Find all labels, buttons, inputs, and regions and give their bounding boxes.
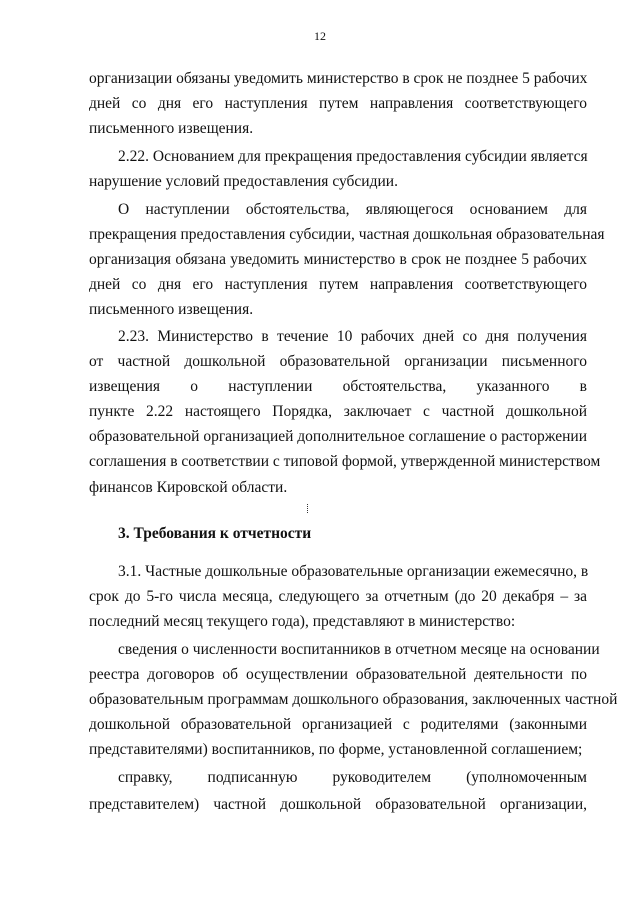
text-line: 3.1. Частные дошкольные образовательные организации ежемесячно, в — [118, 563, 589, 580]
text-line: представителем) частной дошкольной образовательной организации, — [89, 796, 587, 813]
text-line: организации обязаны уведомить министерство в срок не позднее 5 рабочих — [89, 70, 588, 87]
text-line: сведения о численности воспитанников в отчетном месяце на основании — [118, 641, 600, 658]
text-line: прекращения предоставления субсидии, частная дошкольная образовательная — [89, 226, 605, 243]
section-heading: 3. Требования к отчетности — [118, 525, 312, 542]
text-line: извещения о наступлении обстоятельства, указанного в — [89, 378, 587, 395]
text-line: от частной дошкольной образовательной организации письменного — [89, 353, 587, 370]
text-line: последний месяц текущего года), представляют в министерство: — [89, 613, 516, 630]
text-line: дошкольной образовательной организацией с родителями (законными — [89, 716, 587, 733]
text-line: нарушение условий предоставления субсидии. — [89, 173, 398, 190]
text-line: срок до 5-го числа месяца, следующего за отчетным (до 20 декабря – за — [89, 588, 587, 605]
text-line: представителями) воспитанников, по форме, установленной соглашением; — [89, 741, 583, 758]
text-line: письменного извещения. — [89, 301, 254, 318]
text-line: образовательной организацией дополнительное соглашение о расторжении — [89, 428, 587, 445]
text-line: справку, подписанную руководителем (уполномоченным — [118, 769, 587, 786]
text-line: дней со дня его наступления путем направления соответствующего — [89, 276, 587, 293]
text-line: письменного извещения. — [89, 120, 254, 137]
text-line: О наступлении обстоятельства, являющегося основанием для — [118, 201, 587, 218]
text-line: реестра договоров об осуществлении образовательной деятельности по — [89, 666, 587, 683]
text-line: дней со дня его наступления путем направления соответствующего — [89, 95, 587, 112]
text-line: пункте 2.22 настоящего Порядка, заключает с частной дошкольной — [89, 403, 587, 420]
text-line: финансов Кировской области. — [89, 479, 288, 496]
page-number: 12 — [314, 29, 326, 43]
scan-mark — [307, 504, 310, 513]
text-line: 2.23. Министерство в течение 10 рабочих дней со дня получения — [118, 328, 587, 345]
text-line: организация обязана уведомить министерство в срок не позднее 5 рабочих — [89, 251, 587, 268]
text-line: соглашения в соответствии с типовой формой, утвержденной министерством — [89, 453, 601, 470]
text-line: образовательным программам дошкольного образования, заключенных частной — [89, 691, 618, 708]
text-line: 2.22. Основанием для прекращения предоставления субсидии является — [118, 148, 588, 165]
